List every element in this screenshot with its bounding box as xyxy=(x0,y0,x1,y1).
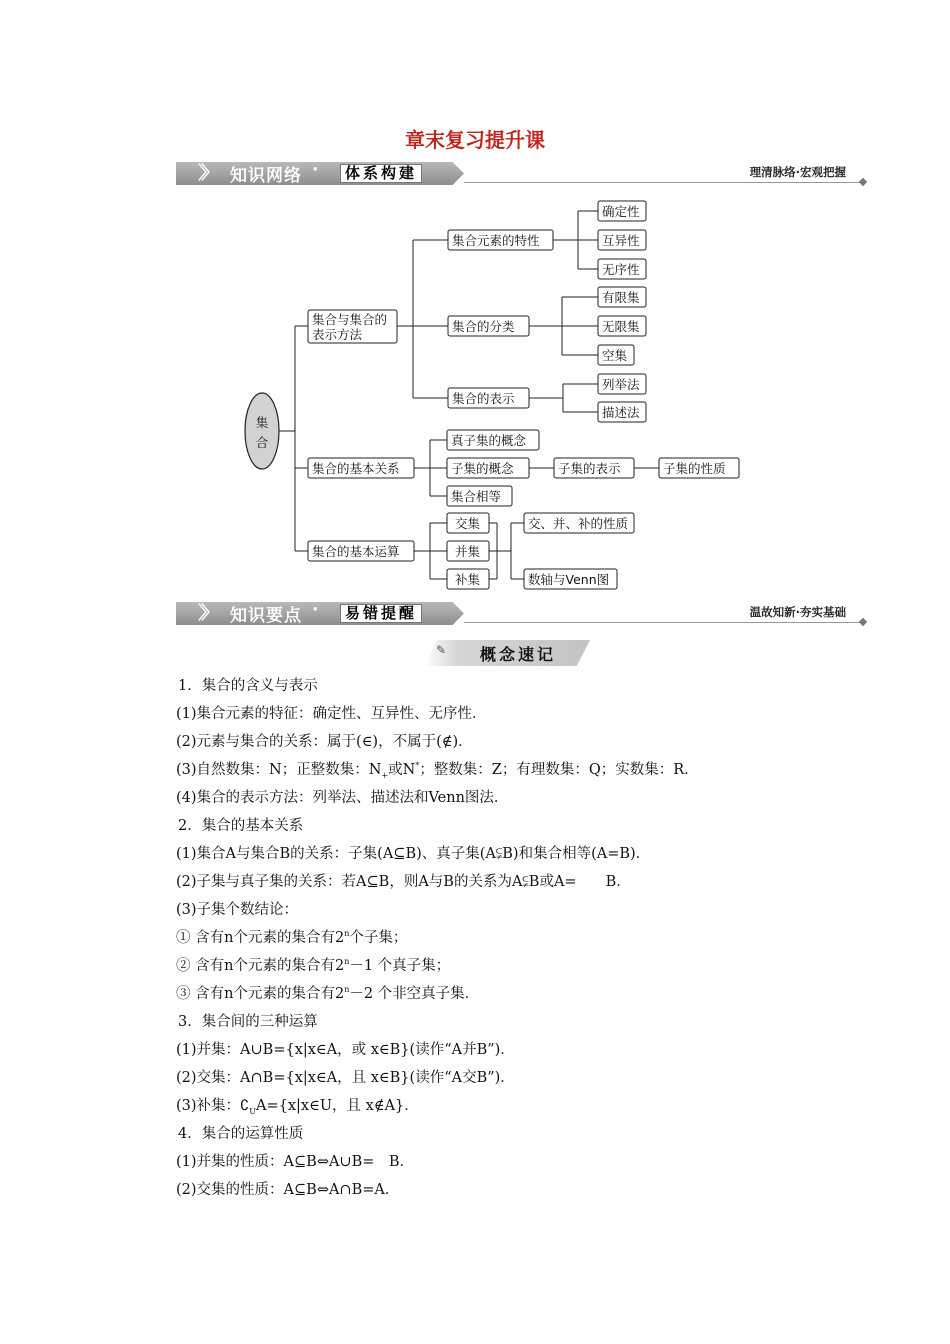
node-definiteness: 确定性 xyxy=(602,204,640,219)
node-number-line-venn: 数轴与Venn图 xyxy=(528,572,610,587)
node-complement: 补集 xyxy=(455,572,481,587)
banner-left-text: 知识网络 xyxy=(230,166,302,186)
node-classification: 集合的分类 xyxy=(452,319,515,334)
node-distinctness: 互异性 xyxy=(602,233,640,248)
content-line: (1)并集：A∪B={x|x∈A，或 x∈B}(读作“A并B”)． xyxy=(176,1042,515,1058)
node-elem-properties: 集合元素的特性 xyxy=(452,233,540,248)
node-set-equality: 集合相等 xyxy=(451,489,502,504)
banner-boxed-text: 体系构建 xyxy=(340,164,422,183)
banner-dot: · xyxy=(312,600,319,620)
content-line: (2)子集与真子集的关系：若A⊆B，则A与B的关系为A⫋B或A= B． xyxy=(176,874,631,890)
content-line: (3)子集个数结论： xyxy=(176,902,299,918)
mindmap-root xyxy=(245,393,279,469)
banner-right-text: 理清脉络·宏观把握 xyxy=(749,165,846,179)
content-line: (2)交集的性质：A⊆B⇔A∩B=A． xyxy=(176,1182,400,1198)
node-op-properties: 交、并、补的性质 xyxy=(528,516,629,531)
content-line: (2)交集：A∩B={x|x∈A，且 x∈B}(读作“A交B”)． xyxy=(176,1070,515,1086)
banner-rule xyxy=(464,622,860,623)
root-label-line1: 集 xyxy=(255,415,269,430)
node-representation: 集合的表示 xyxy=(452,391,515,406)
content-line: (3)补集：$∁_UA=\{x|x\in U$，且 x∉A}． xyxy=(176,1098,419,1116)
chevron-right-icon: 〉〉 xyxy=(198,603,213,624)
node-subset-concept: 子集的概念 xyxy=(451,461,514,476)
node-repr-line2: 表示方法 xyxy=(312,327,363,342)
diamond-icon xyxy=(859,618,867,626)
node-description: 描述法 xyxy=(602,405,640,420)
node-infinite-set: 无限集 xyxy=(602,319,640,334)
section-heading: 1．集合的含义与表示 xyxy=(178,678,318,694)
banner-left-text: 知识要点 xyxy=(230,606,302,626)
node-union: 并集 xyxy=(455,544,481,559)
node-basic-operation: 集合的基本运算 xyxy=(312,544,400,559)
content-line: (4)集合的表示方法：列举法、描述法和Venn图法． xyxy=(176,790,509,806)
banner-right-text: 温故知新·夯实基础 xyxy=(749,605,846,619)
pen-icon: ✎ xyxy=(436,643,447,657)
node-subset-representation: 子集的表示 xyxy=(558,461,621,476)
content-line: ① 含有n个元素的集合有2$^n$个子集； xyxy=(176,929,408,946)
section-banner-knowledge-points xyxy=(176,598,868,628)
section-heading: 3．集合间的三种运算 xyxy=(178,1014,318,1030)
node-empty-set: 空集 xyxy=(602,348,628,363)
node-unorderedness: 无序性 xyxy=(602,262,640,277)
content-line: ③ 含有n个元素的集合有$2^n-2$ 个非空真子集． xyxy=(176,985,480,1002)
content-line: (2)元素与集合的关系：属于(∈)，不属于(∉)． xyxy=(176,734,473,750)
content-line: (1)集合元素的特征：确定性、互异性、无序性． xyxy=(176,706,487,722)
content-line: (3)自然数集：N；正整数集：$N_+$或N*；整数集：Z；有理数集：Q；实数集：R． xyxy=(176,761,699,780)
node-subset-properties: 子集的性质 xyxy=(663,461,726,476)
concept-quick-notes-banner xyxy=(424,640,590,666)
banner-dot: · xyxy=(312,160,319,180)
sub-banner-text: 概念速记 xyxy=(480,645,557,664)
banner-boxed-text: 易错提醒 xyxy=(340,604,422,623)
content-line: ② 含有n个元素的集合有$2^n-1$ 个真子集； xyxy=(176,957,451,974)
section-heading: 2．集合的基本关系 xyxy=(178,818,304,834)
chevron-right-icon: 〉〉 xyxy=(198,163,213,184)
node-repr-line1: 集合与集合的 xyxy=(312,312,388,327)
concept-content xyxy=(176,672,866,1204)
page-title: 章末复习提升课 xyxy=(405,128,545,152)
mindmap-labels xyxy=(256,204,726,587)
node-finite-set: 有限集 xyxy=(602,290,640,305)
node-basic-relation: 集合的基本关系 xyxy=(312,461,400,476)
content-line: (1)并集的性质：A⊆B⇔A∪B= B． xyxy=(176,1154,415,1170)
section-heading: 4．集合的运算性质 xyxy=(178,1126,304,1142)
mindmap-boxes xyxy=(308,201,739,589)
mindmap-diagram xyxy=(0,0,950,600)
node-intersection: 交集 xyxy=(455,516,481,531)
content-line: (1)集合A与集合B的关系：子集(A⊆B)、真子集(A⫋B)和集合相等(A=B)． xyxy=(176,846,651,862)
node-enumeration: 列举法 xyxy=(602,377,640,392)
root-label-line2: 合 xyxy=(255,435,269,450)
node-proper-subset-concept: 真子集的概念 xyxy=(451,433,527,448)
